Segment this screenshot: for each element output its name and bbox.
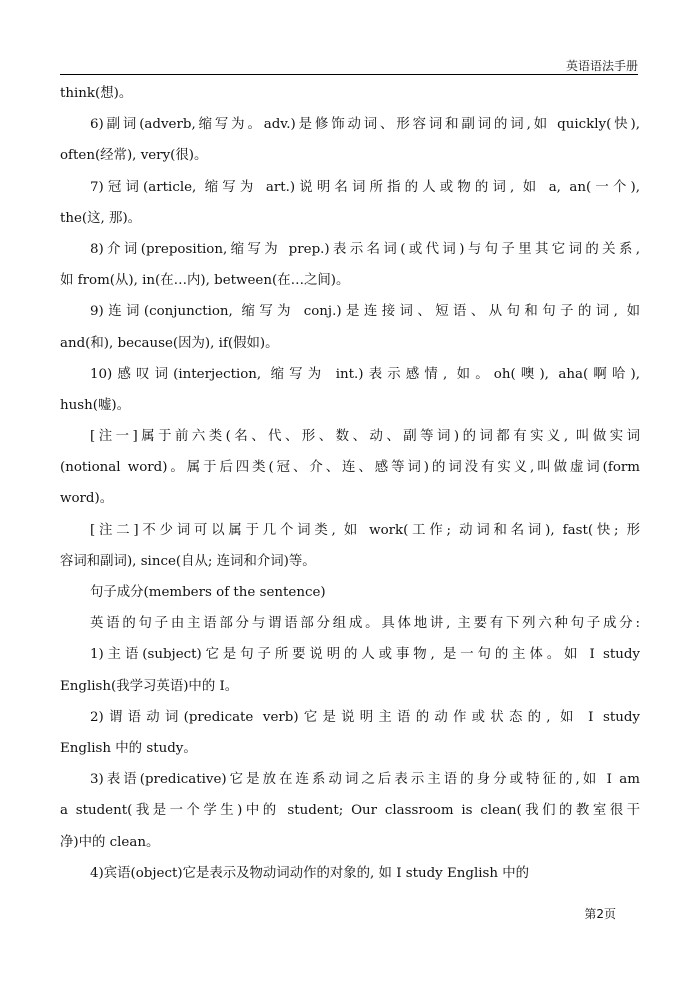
text-line: the(这, 那)。 bbox=[60, 210, 142, 226]
text-line: 2)谓语动词(predicate verb)它是说明主语的动作或状态的, 如 I study bbox=[90, 709, 640, 725]
page-number: 第2页 bbox=[584, 907, 616, 921]
section-heading: 句子成分(members of the sentence) bbox=[90, 585, 326, 600]
text-line: 3)表语(predicative)它是放在连系动词之后表示主语的身分或特征的,如 I am bbox=[90, 772, 640, 788]
text-line: a student(我是一个学生)中的 student; Our classroom is clean(我们的教室很干 bbox=[60, 803, 640, 819]
text-line: 英语的句子由主语部分与谓语部分组成。具体地讲, 主要有下列六种句子成分: bbox=[90, 616, 640, 632]
text-line: English 中的 study。 bbox=[60, 740, 197, 756]
text-line: 9)连词(conjunction, 缩写为 conj.)是连接词、短语、从句和句子的词, 如 bbox=[90, 304, 640, 320]
text-line: think(想)。 bbox=[60, 86, 133, 101]
text-line: 容词和副词), since(自从; 连词和介词)等。 bbox=[60, 553, 316, 569]
header-title: 英语语法手册 bbox=[565, 59, 638, 73]
text-line: [注一]属于前六类(名、代、形、数、动、副等词)的词都有实义, 叫做实词 bbox=[90, 429, 640, 445]
text-line: 如 from(从), in(在…内), between(在…之间)。 bbox=[60, 273, 350, 289]
text-line: hush(嘘)。 bbox=[60, 397, 130, 413]
text-line: (notional word)。属于后四类(冠、介、连、感等词)的词没有实义,叫做虚词(form bbox=[60, 460, 640, 476]
text-line: word)。 bbox=[60, 491, 114, 507]
document-body bbox=[60, 78, 640, 889]
text-line: often(经常), very(很)。 bbox=[60, 148, 208, 164]
text-line: 8)介词(preposition,缩写为 prep.)表示名词(或代词)与句子里其它词的关系, bbox=[90, 241, 640, 257]
text-line: English(我学习英语)中的 I。 bbox=[60, 678, 239, 694]
text-line: 4)宾语(object)它是表示及物动词动作的对象的, 如 I study English 中的 bbox=[90, 865, 530, 881]
text-line: and(和), because(因为), if(假如)。 bbox=[60, 335, 279, 351]
text-line: [注二]不少词可以属于几个词类, 如 work(工作; 动词和名词), fast(快; 形 bbox=[90, 522, 640, 538]
text-line: 7)冠词(article, 缩写为 art.)说明名词所指的人或物的词, 如 a, an(一个), bbox=[90, 179, 640, 195]
text-line: 1)主语(subject)它是句子所要说明的人或事物, 是一句的主体。如 I study bbox=[90, 647, 640, 663]
text-line: 净)中的 clean。 bbox=[60, 834, 160, 850]
text-line: 10)感叹词(interjection, 缩写为 int.)表示感情, 如。oh(噢), aha(啊哈), bbox=[90, 366, 640, 382]
page-header bbox=[60, 56, 638, 75]
text-line: 6)副词(adverb,缩写为。adv.)是修饰动词、形容词和副词的词,如 quickly(快), bbox=[90, 117, 640, 133]
